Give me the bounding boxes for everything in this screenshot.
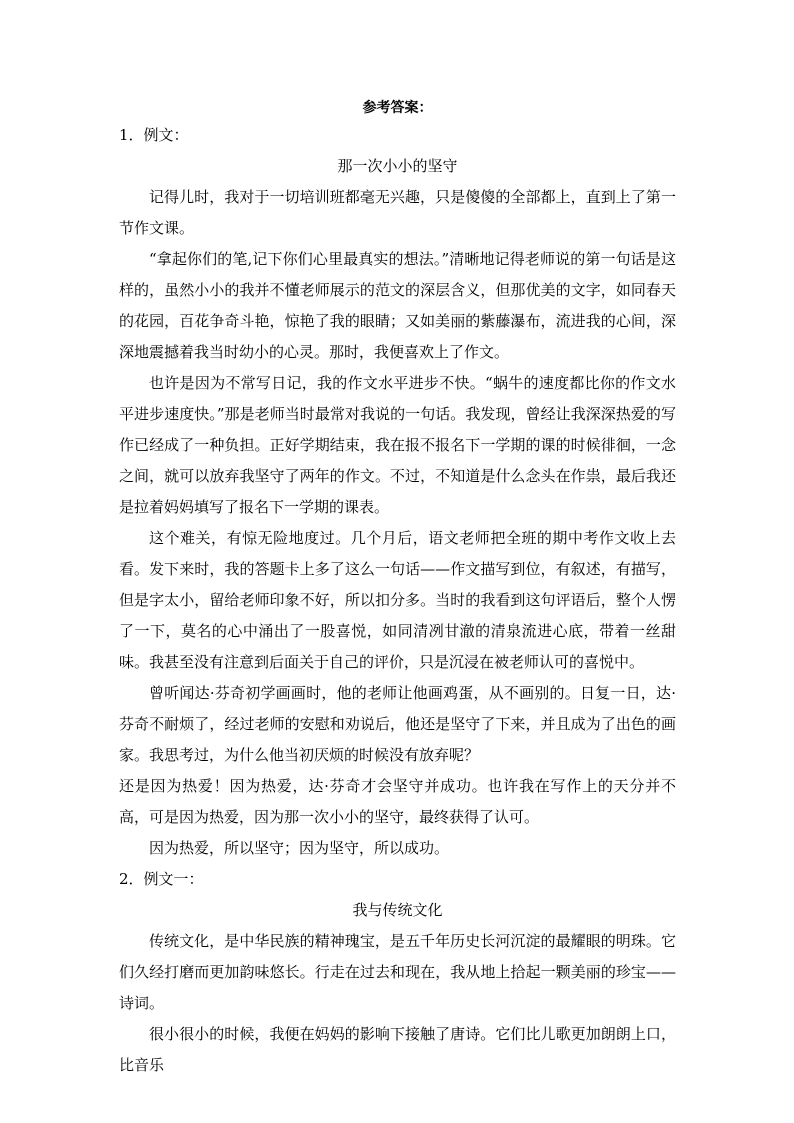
item-number: 1．例文：: [119, 126, 189, 144]
essay-paragraph: 这个难关，有惊无险地度过。几个月后，语文老师把全班的期中考作文收上去看。发下来时，我的答题卡上多了这么一句话——作文描写到位，有叙述，有描写，但是字太小，留给老师印象不好，所以扣分多。当时的我看到这句评语后，整个人愣了一下，莫名的心中涌出了一股喜悦，如同清冽甘澈的清泉流进心底，带着一丝甜味。我甚至没有注意到后面关于自己的评价，只是沉浸在被老师认可的喜悦中。: [119, 529, 676, 671]
essay-paragraph: 曾听闻达·芬奇初学画画时，他的老师让他画鸡蛋，从不画别的。日复一日，达·芬奇不耐烦了，经过老师的安慰和劝说后，他还是坚守了下来，并且成为了出色的画家。我思考过，为什么他当初厌烦的时候没有放弃呢？: [119, 684, 676, 764]
document-page: [119, 96, 676, 1081]
answer-heading: 参考答案：: [362, 100, 433, 116]
answer-item-2: [119, 864, 676, 1081]
answer-item-1: [119, 120, 676, 864]
item-number: 2．例文一：: [119, 870, 204, 888]
essay-title: 我与传统文化: [352, 901, 443, 919]
essay-paragraph: 还是因为热爱！因为热爱，达·芬奇才会坚守并成功。也许我在写作上的天分并不高，可是因为热爱，因为那一次小小的坚守，最终获得了认可。: [119, 777, 676, 826]
essay-paragraph: 因为热爱，所以坚守；因为坚守，所以成功。: [149, 839, 450, 857]
essay-title: 那一次小小的坚守: [337, 157, 458, 175]
essay-paragraph: 很小很小的时候，我便在妈妈的影响下接触了唐诗。它们比儿歌更加朗朗上口，比音乐: [119, 1025, 676, 1074]
essay-paragraph: “拿起你们的笔,记下你们心里最真实的想法。”清晰地记得老师说的第一句话是这样的，虽然小小的我并不懂老师展示的范文的深层含义，但那优美的文字，如同春天的花园，百花争奇斗艳，惊艳了我的眼睛；又如美丽的紫藤瀑布，流进我的心间，深深地震撼着我当时幼小的心灵。那时，我便喜欢上了作文。: [119, 250, 676, 361]
essay-paragraph: 传统文化，是中华民族的精神瑰宝，是五千年历史长河沉淀的最耀眼的明珠。它们久经打磨而更加韵味悠长。行走在过去和现在，我从地上拾起一颗美丽的珍宝——诗词。: [119, 932, 676, 1012]
essay-paragraph: 记得儿时，我对于一切培训班都毫无兴趣，只是傻傻的全部都上，直到上了第一节作文课。: [119, 188, 676, 237]
essay-paragraph: 也许是因为不常写日记，我的作文水平进步不快。“蜗牛的速度都比你的作文水平进步速度快。”那是老师当时最常对我说的一句话。我发现，曾经让我深深热爱的写作已经成了一种负担。正好学期结束，我在报不报名下一学期的课的时候徘徊，一念之间，就可以放弃我坚守了两年的作文。不过，不知道是什么念头在作祟，最后我还是拉着妈妈填写了报名下一学期的课表。: [119, 374, 676, 516]
